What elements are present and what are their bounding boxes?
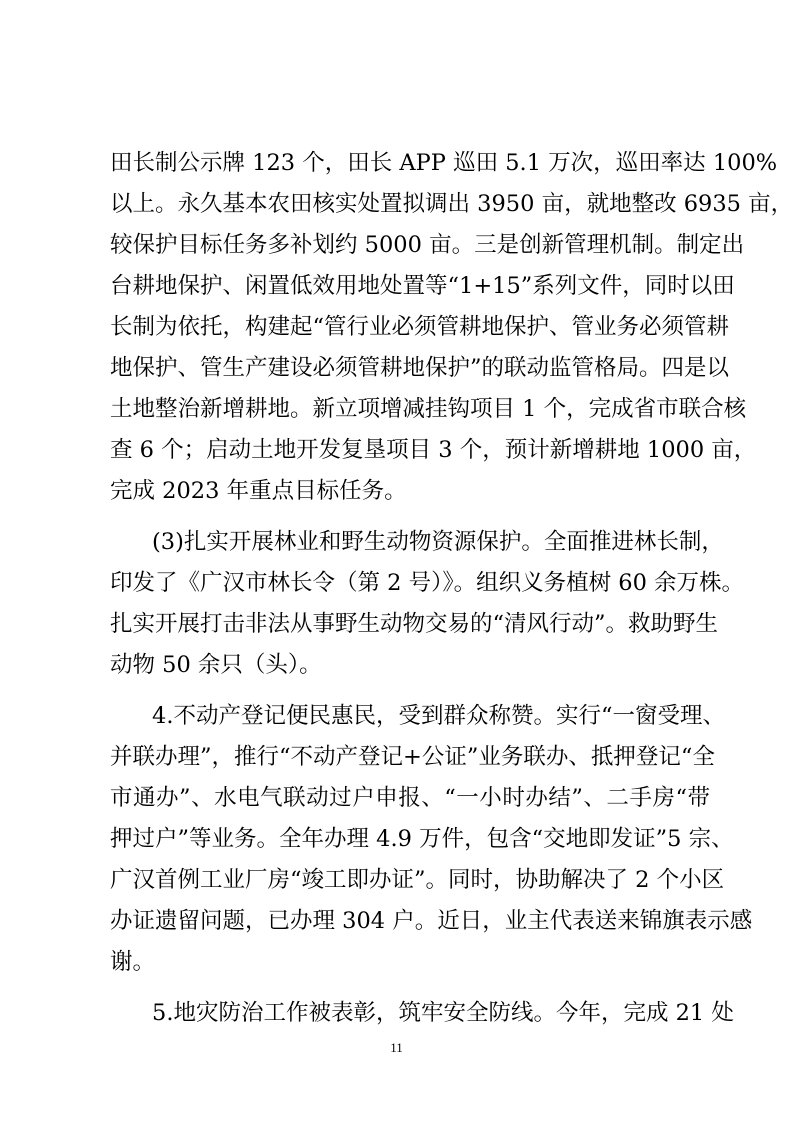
text-line: 查 6 个；启动土地开发复垦项目 3 个，预计新增耕地 1000 亩， bbox=[110, 437, 757, 463]
paragraph-start-line: 4.不动产登记便民惠民，受到群众称赞。实行“一窗受理、 bbox=[152, 703, 725, 729]
text-line: 动物 50 余只（头）。 bbox=[110, 652, 322, 678]
text-line: 以上。永久基本农田核实处置拟调出 3950 亩，就地整改 6935 亩， bbox=[110, 191, 793, 217]
text-line: 谢。 bbox=[110, 949, 156, 975]
text-line: 扎实开展打击非法从事野生动物交易的“清风行动”。救助野生 bbox=[110, 611, 719, 637]
page-number: 11 bbox=[390, 1040, 403, 1055]
text-line: 印发了《广汉市林长令（第 2 号）》。组织义务植树 60 余万株。 bbox=[110, 570, 745, 596]
text-line: 完成 2023 年重点目标任务。 bbox=[110, 478, 407, 504]
text-line: 押过户”等业务。全年办理 4.9 万件，包含“交地即发证”5 宗、 bbox=[110, 826, 734, 852]
text-line: 广汉首例工业厂房“竣工即办证”。同时，协助解决了 2 个小区 bbox=[110, 867, 725, 893]
text-line: 并联办理”，推行“不动产登记+公证”业务联办、抵押登记“全 bbox=[110, 744, 715, 770]
text-line: 市通办”、水电气联动过户申报、“一小时办结”、二手房“带 bbox=[110, 785, 710, 811]
text-line: 较保护目标任务多补划约 5000 亩。三是创新管理机制。制定出 bbox=[110, 232, 745, 258]
paragraph-start-line: 5.地灾防治工作被表彰，筑牢安全防线。今年，完成 21 处 bbox=[152, 1000, 734, 1026]
text-line: 田长制公示牌 123 个，田长 APP 巡田 5.1 万次，巡田率达 100% bbox=[110, 150, 778, 176]
text-line: 土地整治新增耕地。新立项增减挂钩项目 1 个，完成省市联合核 bbox=[110, 396, 747, 422]
paragraph-start-line: (3)扎实开展林业和野生动物资源保护。全面推进林长制， bbox=[152, 529, 724, 555]
text-line: 地保护、管生产建设必须管耕地保护”的联动监管格局。四是以 bbox=[110, 355, 730, 381]
text-line: 办证遗留问题，已办理 304 户。近日，业主代表送来锦旗表示感 bbox=[110, 908, 753, 934]
text-line: 台耕地保护、闲置低效用地处置等“1+15”系列文件，同时以田 bbox=[110, 273, 735, 299]
text-line: 长制为依托，构建起“管行业必须管耕地保护、管业务必须管耕 bbox=[110, 314, 730, 340]
